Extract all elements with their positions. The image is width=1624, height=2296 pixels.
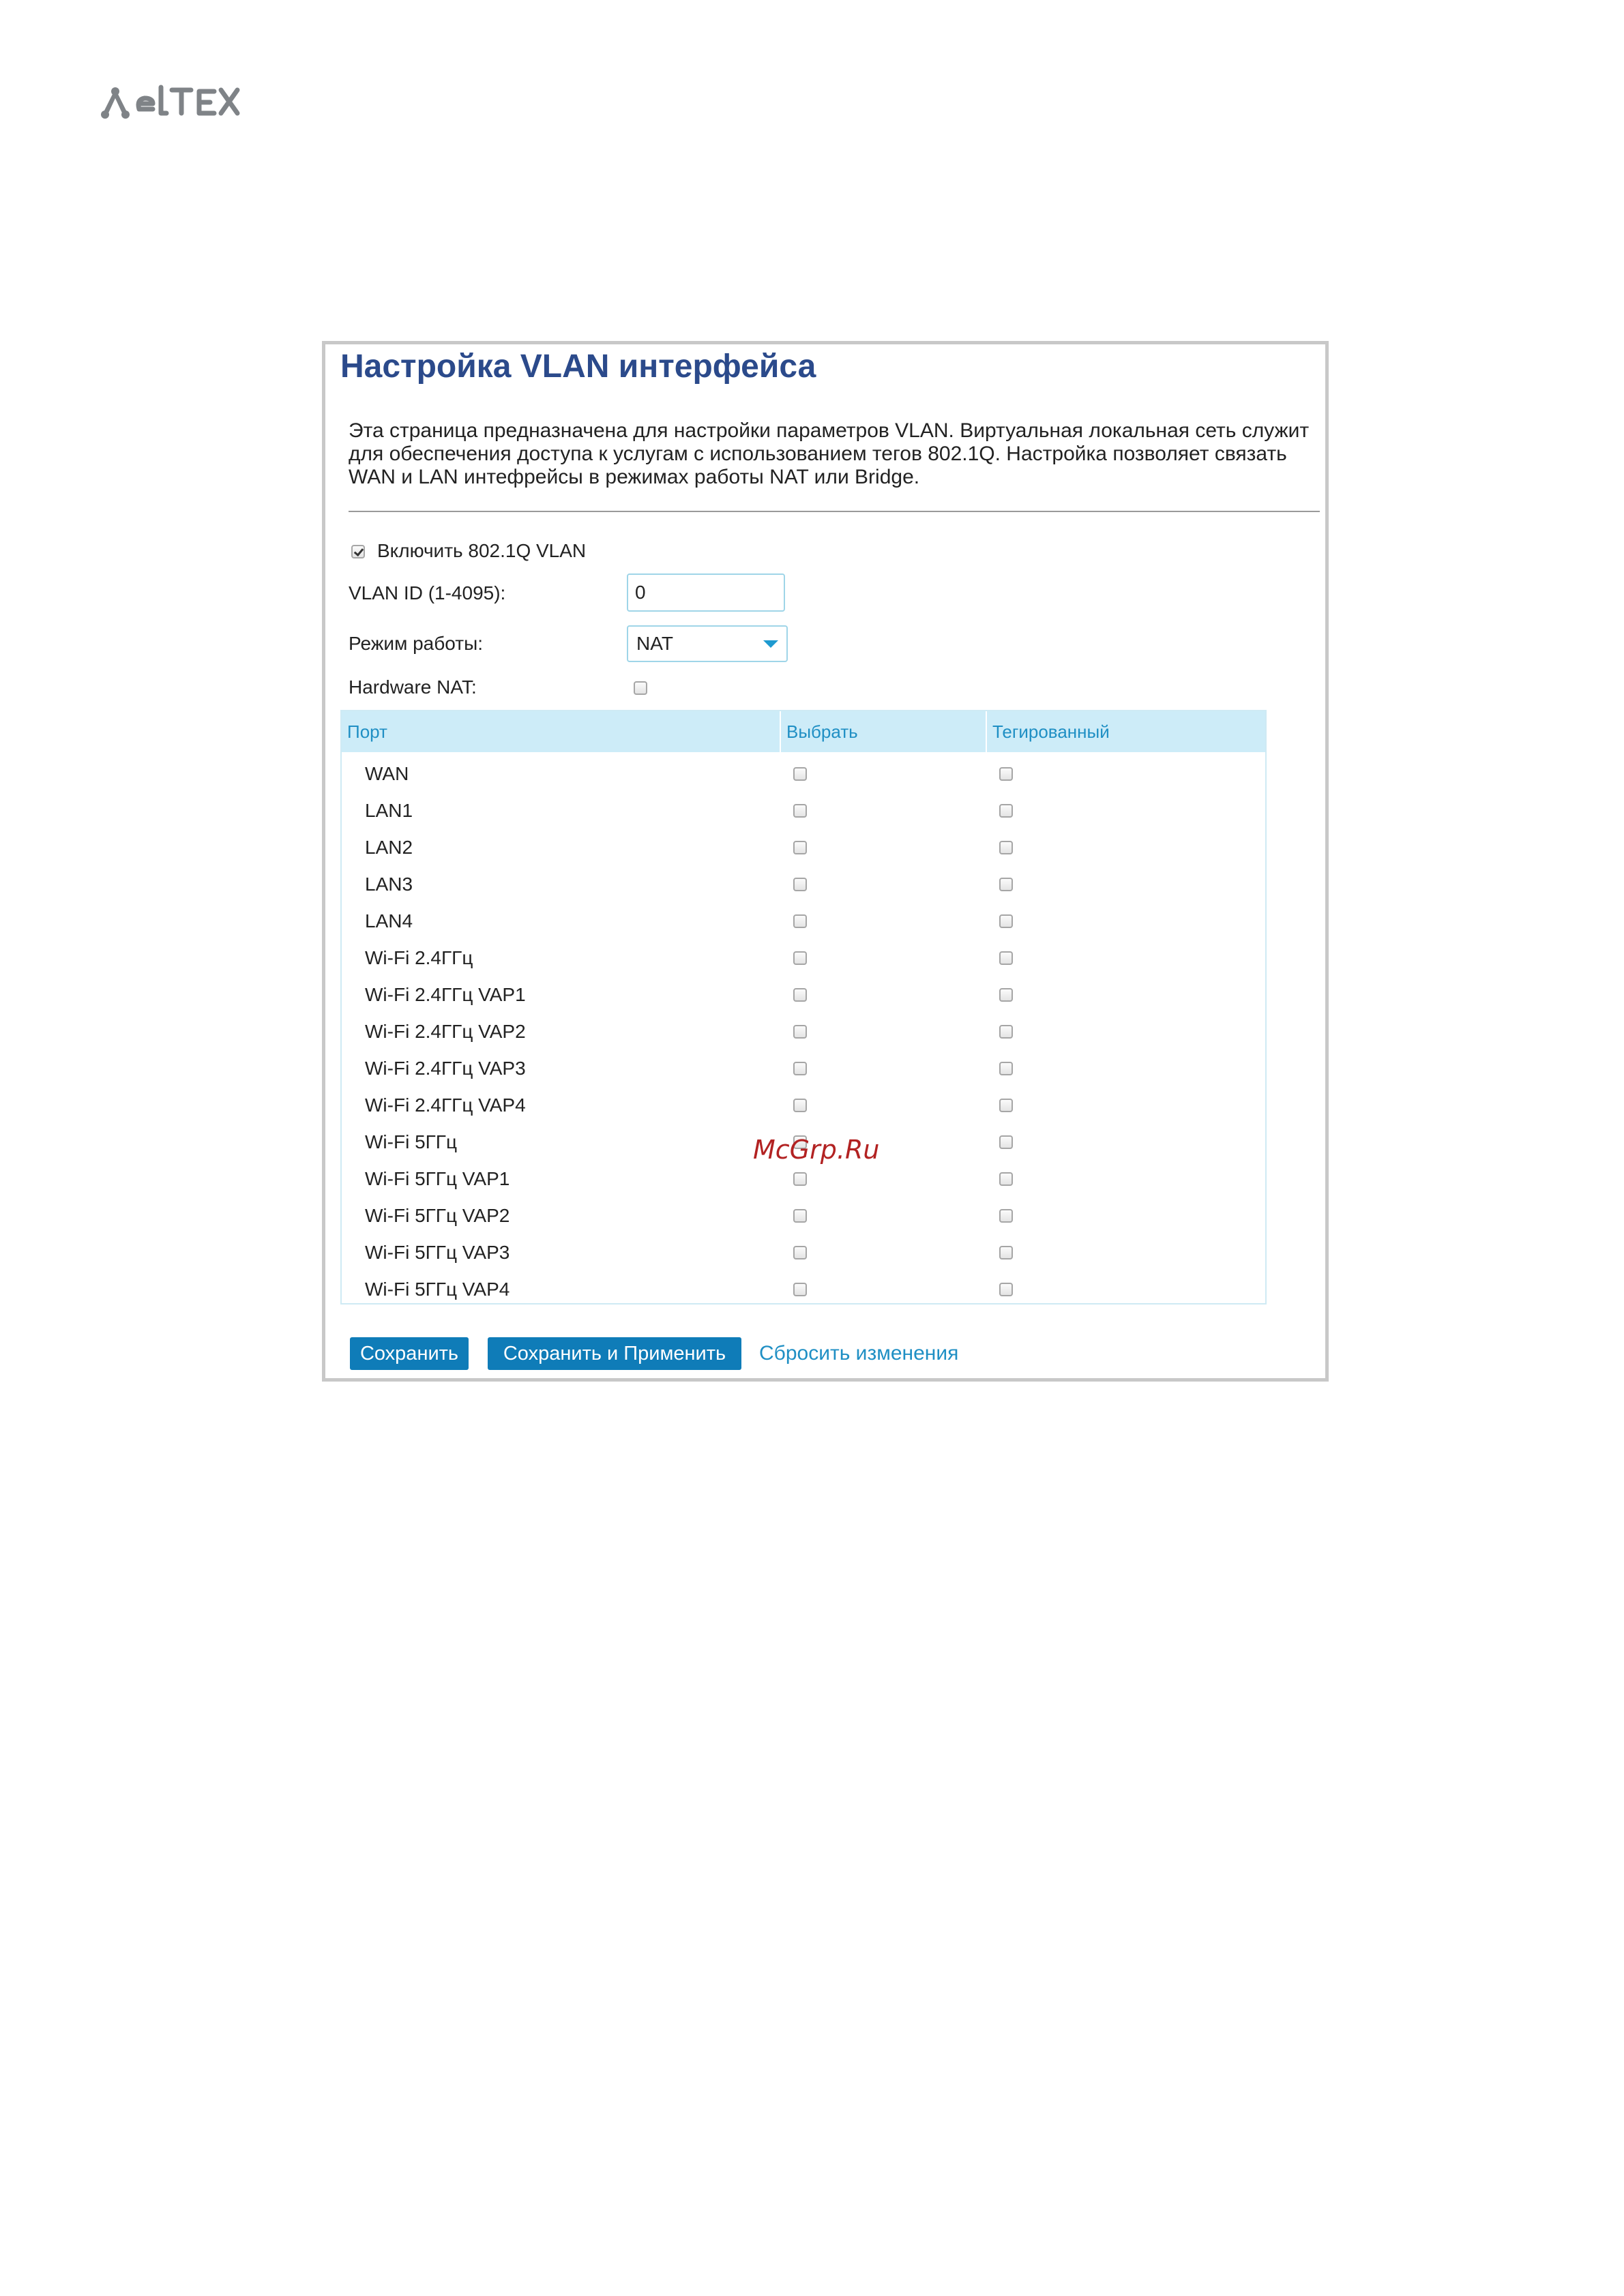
port-name: Wi-Fi 2.4ГГц VAP1: [365, 984, 526, 1005]
tagged-checkbox[interactable]: [999, 878, 1013, 891]
select-checkbox[interactable]: [793, 1246, 807, 1259]
port-name: Wi-Fi 2.4ГГц VAP4: [365, 1094, 526, 1116]
port-name: Wi-Fi 5ГГц VAP3: [365, 1242, 510, 1263]
table-row: [342, 1014, 1265, 1051]
column-header-select: Выбрать: [781, 711, 987, 752]
page-title: Настройка VLAN интерфейса: [340, 348, 816, 385]
port-name: LAN1: [365, 800, 413, 821]
select-checkbox[interactable]: [793, 767, 807, 781]
table-row: [342, 756, 1265, 793]
table-row: [342, 867, 1265, 904]
select-checkbox[interactable]: [793, 1099, 807, 1112]
page-description: Эта страница предназначена для настройки параметров VLAN. Виртуальная локальная сеть служит для обеспечения доступа к услугам с использованием тегов 802.1Q. Настройка позволяет связать WAN и LAN интефрейсы в режимах работы NAT или Bridge.: [349, 419, 1310, 488]
chevron-down-icon: [763, 640, 778, 648]
select-checkbox[interactable]: [793, 841, 807, 854]
port-name: WAN: [365, 763, 409, 784]
tagged-checkbox[interactable]: [999, 767, 1013, 781]
table-row: [342, 940, 1265, 977]
port-name: LAN4: [365, 910, 413, 931]
select-checkbox[interactable]: [793, 1062, 807, 1075]
tagged-checkbox[interactable]: [999, 1246, 1013, 1259]
tagged-checkbox[interactable]: [999, 914, 1013, 928]
vlan-settings-panel: [322, 341, 1329, 1382]
table-row: [342, 793, 1265, 830]
port-name: Wi-Fi 5ГГц VAP2: [365, 1205, 510, 1226]
mode-select-value: NAT: [636, 633, 673, 654]
table-header: [342, 711, 1265, 752]
tagged-checkbox[interactable]: [999, 1099, 1013, 1112]
tagged-checkbox[interactable]: [999, 1062, 1013, 1075]
column-header-tagged: Тегированный: [992, 721, 1110, 742]
vlan-id-label: VLAN ID (1-4095):: [349, 582, 506, 603]
select-checkbox[interactable]: [793, 1209, 807, 1223]
select-checkbox[interactable]: [793, 988, 807, 1002]
port-name: Wi-Fi 2.4ГГц: [365, 947, 473, 968]
table-row: [342, 1235, 1265, 1272]
port-name: Wi-Fi 5ГГц VAP4: [365, 1279, 510, 1300]
column-header-port: Порт: [342, 711, 781, 752]
vlan-id-input[interactable]: [627, 573, 785, 612]
port-name: Wi-Fi 2.4ГГц VAP3: [365, 1058, 526, 1079]
tagged-checkbox[interactable]: [999, 1209, 1013, 1223]
mode-label: Режим работы:: [349, 633, 483, 654]
table-row: [342, 1051, 1265, 1088]
tagged-checkbox[interactable]: [999, 804, 1013, 818]
tagged-checkbox[interactable]: [999, 988, 1013, 1002]
table-row: [342, 977, 1265, 1014]
tagged-checkbox[interactable]: [999, 1172, 1013, 1186]
tagged-checkbox[interactable]: [999, 841, 1013, 854]
table-row: [342, 1161, 1265, 1198]
table-row: [342, 830, 1265, 867]
enable-vlan-checkbox[interactable]: [351, 545, 365, 558]
port-name: LAN3: [365, 874, 413, 895]
table-row: [342, 904, 1265, 940]
port-name: Wi-Fi 5ГГц: [365, 1131, 458, 1152]
eltex-logo: [101, 82, 265, 123]
select-checkbox[interactable]: [793, 1172, 807, 1186]
enable-vlan-label: Включить 802.1Q VLAN: [377, 540, 587, 561]
select-checkbox[interactable]: [793, 804, 807, 818]
tagged-checkbox[interactable]: [999, 1283, 1013, 1296]
save-apply-button[interactable]: Сохранить и Применить: [488, 1337, 741, 1370]
select-checkbox[interactable]: [793, 1025, 807, 1039]
divider: [349, 511, 1320, 512]
select-checkbox[interactable]: [793, 878, 807, 891]
reset-changes-link[interactable]: Сбросить изменения: [759, 1342, 959, 1365]
tagged-checkbox[interactable]: [999, 1025, 1013, 1039]
save-button[interactable]: Сохранить: [350, 1337, 469, 1370]
select-checkbox[interactable]: [793, 914, 807, 928]
eltex-logo-mark: [101, 82, 265, 123]
hardware-nat-label: Hardware NAT:: [349, 676, 477, 698]
port-name: LAN2: [365, 837, 413, 858]
select-checkbox[interactable]: [793, 1283, 807, 1296]
port-name: Wi-Fi 2.4ГГц VAP2: [365, 1021, 526, 1042]
port-name: Wi-Fi 5ГГц VAP1: [365, 1168, 510, 1189]
tagged-checkbox[interactable]: [999, 1135, 1013, 1149]
mode-select[interactable]: [627, 625, 788, 662]
hardware-nat-checkbox[interactable]: [634, 681, 647, 695]
select-checkbox[interactable]: [793, 951, 807, 965]
tagged-checkbox[interactable]: [999, 951, 1013, 965]
watermark: McGrp.Ru: [753, 1135, 880, 1165]
table-row: [342, 1198, 1265, 1235]
table-row: [342, 1088, 1265, 1124]
table-row: [342, 1272, 1265, 1309]
port-table: [340, 710, 1267, 1304]
